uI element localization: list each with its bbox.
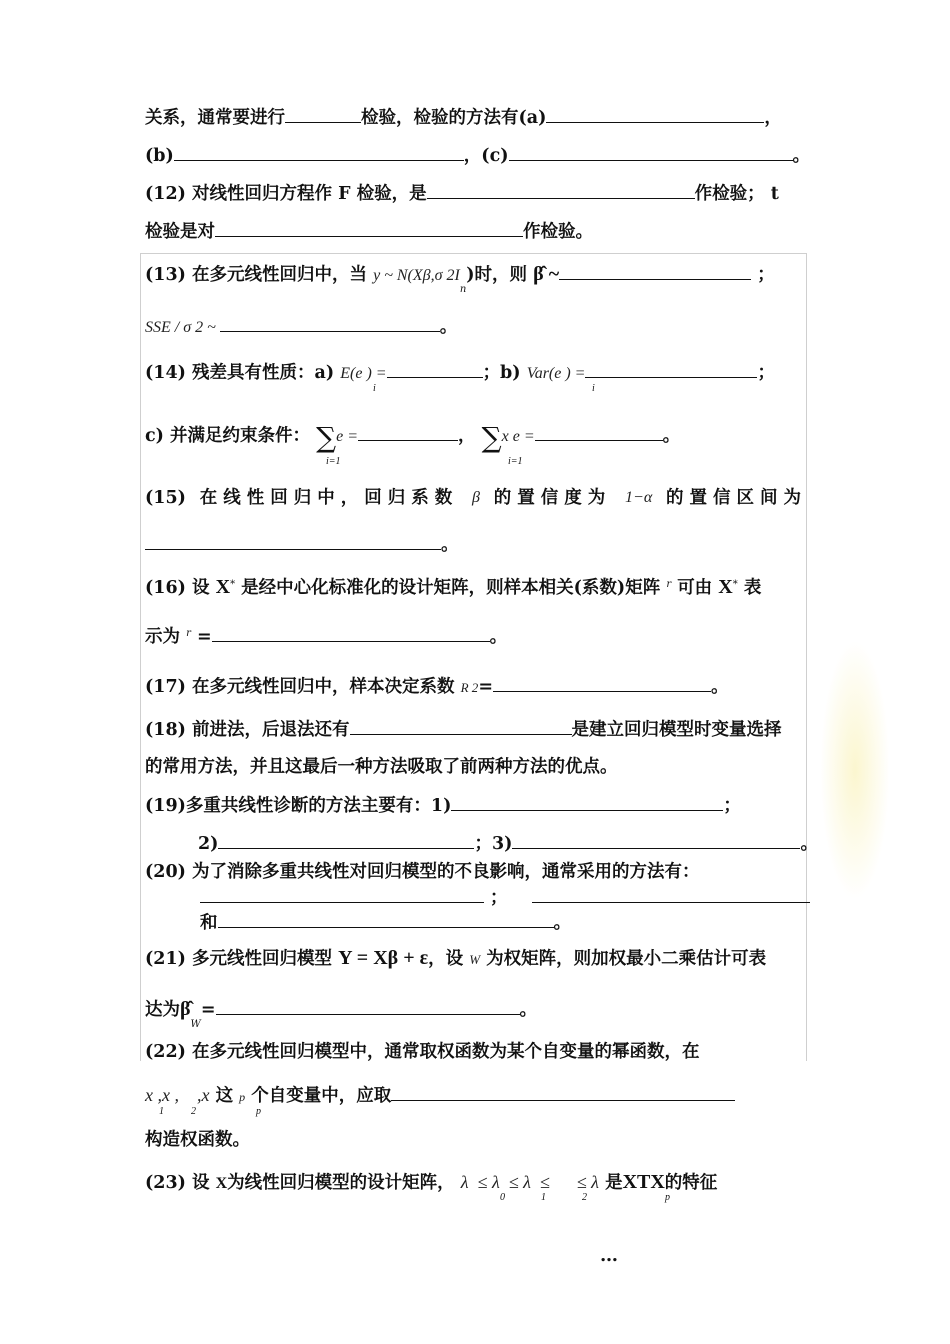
question-number: (13) [145, 265, 186, 285]
question-18-cont [145, 755, 807, 779]
question-number: (22) [145, 1042, 186, 1062]
question-15 [145, 486, 807, 510]
math-superscript: * [230, 579, 236, 590]
text: ；3) [474, 834, 513, 854]
text: 。 [439, 317, 458, 337]
text: 构造权函数。 [145, 1130, 250, 1150]
blank [218, 831, 474, 849]
math-expression: X [718, 576, 733, 598]
question-number: (17) [145, 677, 186, 697]
text: = [478, 677, 493, 697]
blank [535, 423, 663, 441]
text: 这 [215, 1086, 234, 1106]
text: ， [764, 108, 782, 128]
text: 。 [800, 834, 818, 854]
question-14-cont [145, 421, 807, 454]
question-13 [145, 262, 807, 295]
question-number: (19) [145, 796, 186, 816]
text: 可由 [677, 578, 713, 598]
math-subscript: 2 [191, 1106, 196, 1117]
text: 设 [192, 1173, 210, 1193]
question-17 [145, 674, 807, 700]
blank [451, 793, 723, 811]
question-20 [145, 860, 807, 884]
blank [427, 181, 695, 199]
text: 。 [662, 426, 681, 446]
blank [559, 262, 751, 280]
text: 在多元线性回归模型中，通常取权函数为某个自变量的幂函数，在 [192, 1042, 700, 1062]
text: 达为 [145, 1000, 180, 1020]
question-18 [145, 717, 807, 742]
text: 检验，是 [356, 184, 427, 204]
text: 残差具有性质：a) [192, 363, 335, 383]
math-subscript: p [256, 1106, 261, 1117]
text: 作检验。 [523, 222, 593, 242]
sigma-icon: ∑ [316, 421, 337, 454]
question-19 [145, 793, 807, 818]
math-expression: SSE / σ 2 ~ [145, 319, 216, 336]
question-12 [145, 181, 807, 206]
math-expression: β̂ [180, 998, 191, 1020]
math-symbol: W [469, 952, 481, 967]
math-subscript: n [459, 284, 467, 295]
text: 和 [200, 913, 218, 933]
text: 前进法，后退法还有 [192, 720, 350, 740]
text: ；b) [482, 363, 521, 383]
text: )时，则 [466, 265, 528, 285]
text: ，(c) [463, 146, 509, 166]
math-expression: E(e ) = [340, 365, 387, 382]
line-2 [145, 143, 811, 168]
question-16 [145, 575, 807, 603]
text: ； [490, 888, 508, 908]
text: 是经中心化标准化的设计矩阵，则样本相关(系数)矩阵 [241, 578, 661, 598]
question-number: (20) [145, 862, 186, 882]
question-19-cont [198, 831, 818, 856]
question-number: (16) [145, 578, 186, 598]
question-number: (18) [145, 720, 186, 740]
text: 检验，检验的方法有(a) [361, 108, 547, 128]
text: 在多元线性回归中，样本决定系数 [192, 677, 455, 697]
text: 在多元线性回归中，当 [192, 265, 368, 285]
question-21-cont [145, 997, 807, 1030]
text: ，设 [428, 949, 464, 969]
blank [212, 624, 490, 642]
question-23 [145, 1170, 807, 1196]
text: c) 并满足约束条件： [145, 426, 311, 446]
line-1 [145, 105, 807, 130]
blank [145, 532, 441, 550]
math-subscript: 2 [582, 1192, 587, 1203]
math-subscript: 0 [500, 1192, 505, 1203]
blank [493, 674, 711, 692]
text: 。 [553, 913, 571, 933]
question-22 [145, 1040, 807, 1064]
blank [220, 314, 440, 332]
question-21 [145, 946, 807, 972]
math-expression: 1−α [625, 489, 653, 506]
question-20-cont2 [200, 910, 807, 935]
blank [216, 997, 520, 1015]
math-subscript: i [592, 383, 595, 394]
question-15-cont [145, 532, 807, 557]
text: ； [757, 363, 775, 383]
math-expression: X [215, 1175, 228, 1192]
text: 是建立回归模型时变量选择 [571, 720, 782, 740]
blank [218, 910, 554, 928]
math-expression: λ ≤ λ ≤ λ ≤ ≤ λ [460, 1172, 599, 1192]
text: 的置信区间为 [666, 488, 807, 508]
question-12-cont [145, 219, 807, 244]
text: 是 [605, 1173, 623, 1193]
blank [350, 717, 572, 735]
math-symbol: r [666, 579, 672, 590]
math-expression: β̂ ~ [533, 263, 560, 285]
sum-limit: i=1 [508, 456, 523, 467]
math-expression: e = [336, 428, 359, 445]
page-continuation: … [600, 1245, 619, 1266]
text: 的特征 [664, 1173, 718, 1193]
text: t [770, 184, 779, 204]
math-subscript: W [190, 1019, 201, 1030]
text: (b) [145, 146, 174, 166]
text: 的置信度为 [493, 488, 612, 508]
sigma-icon: ∑ [481, 421, 502, 454]
text: ， [458, 426, 476, 446]
question-22-cont [145, 1083, 807, 1109]
blank [532, 885, 810, 903]
text: 个自变量中，应取 [251, 1086, 392, 1106]
blank [215, 219, 523, 237]
text: 。 [489, 627, 508, 647]
blank [200, 885, 484, 903]
blank [546, 105, 764, 123]
text: 多重共线性诊断的方法主要有：1) [185, 796, 452, 816]
text: F [338, 184, 351, 204]
math-expression: y ~ N(Xβ,σ 2I [373, 267, 460, 284]
question-22-cont2 [145, 1128, 807, 1152]
text: ； [723, 796, 741, 816]
math-superscript: * [732, 579, 738, 590]
math-expression: R 2 [460, 680, 479, 695]
blank [391, 1083, 735, 1101]
text: 多元线性回归模型 [192, 949, 333, 969]
text: 为权矩阵，则加权最小二乘估计可表 [486, 949, 767, 969]
math-subscript: 1 [541, 1192, 546, 1203]
question-13-cont [145, 314, 807, 340]
blank [585, 360, 757, 378]
text: 为线性回归模型的设计矩阵， [227, 1173, 455, 1193]
text: 设 [192, 578, 210, 598]
text: 。 [710, 677, 729, 697]
question-14 [145, 360, 807, 386]
sum-limit: i=1 [326, 456, 341, 467]
blank [285, 105, 361, 123]
question-20-cont [200, 885, 807, 910]
text: = [200, 1000, 216, 1020]
math-subscript: p [665, 1192, 670, 1203]
math-symbol: r [186, 628, 191, 639]
text: 对线性回归方程作 [192, 184, 333, 204]
text: 在线性回归中，回归系数 [199, 488, 459, 508]
blank [174, 143, 464, 161]
question-number: (23) [145, 1173, 186, 1193]
text: 检验是对 [145, 222, 215, 242]
question-16-cont [145, 624, 807, 652]
text: 作检验； [694, 184, 765, 204]
math-expression: Var(e ) = [526, 365, 586, 382]
question-number: (14) [145, 363, 186, 383]
math-expression: X [215, 576, 231, 598]
question-number: (12) [145, 184, 186, 204]
blank [358, 423, 458, 441]
text: 示为 [145, 627, 180, 647]
blank [512, 831, 800, 849]
text: 表 [743, 578, 762, 598]
math-expression: x e = [501, 428, 535, 445]
question-number: (15) [145, 488, 186, 508]
text: 2) [198, 834, 219, 854]
text: 。 [441, 535, 459, 555]
text: = [196, 627, 212, 647]
math-expression: XTX [622, 1171, 665, 1193]
text: 的常用方法，并且这最后一种方法吸取了前两种方法的优点。 [145, 757, 618, 777]
text: 为了消除多重共线性对回归模型的不良影响，通常采用的方法有： [192, 862, 700, 882]
blank [509, 143, 793, 161]
text: 。 [519, 1000, 537, 1020]
text: ； [757, 265, 775, 285]
math-expression: β [471, 489, 480, 506]
math-expression: Y = Xβ + ε [338, 947, 429, 969]
paper-glow [820, 640, 890, 900]
math-expression: x ,x , ,x [145, 1085, 210, 1105]
text: 。 [792, 146, 811, 166]
math-subscript: 1 [159, 1106, 164, 1117]
question-number: (21) [145, 949, 186, 969]
text: 关系，通常要进行 [145, 108, 285, 128]
blank [387, 360, 483, 378]
math-subscript: i [373, 383, 376, 394]
math-symbol: p [239, 1090, 246, 1104]
